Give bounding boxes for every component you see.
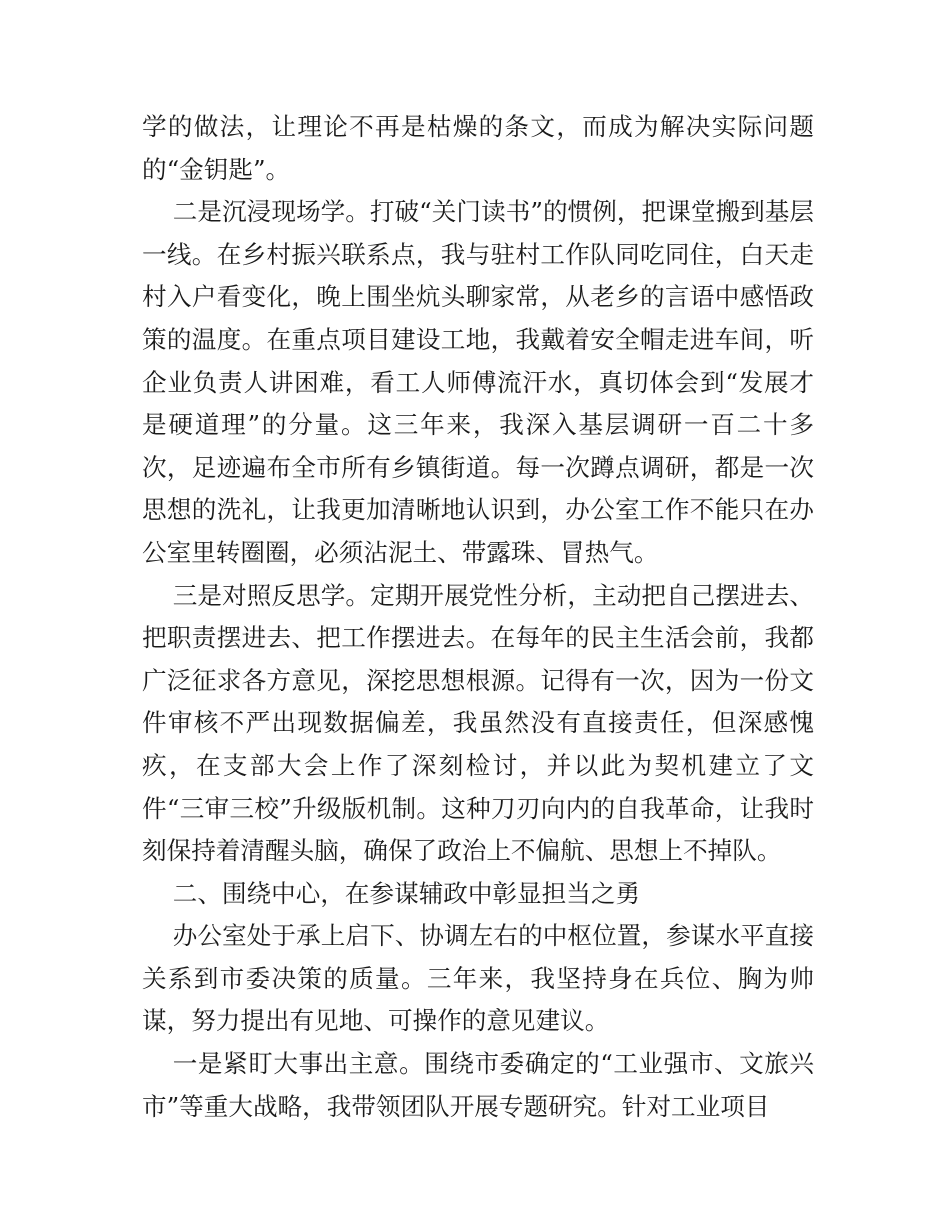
paragraph-continuation: 学的做法，让理论不再是枯燥的条文，而成为解决实际问题的“金钥匙”。 bbox=[142, 112, 814, 184]
paragraph-office-role: 办公室处于承上启下、协调左右的中枢位置，参谋水平直接关系到市委决策的质量。三年来，我坚持身在兵位、胸为帅谋，努力提出有见地、可操作的意见建议。 bbox=[142, 921, 814, 1036]
paragraph-major-issues: 一是紧盯大事出主意。围绕市委确定的“工业强市、文旅兴市”等重大战略，我带领团队开展专题研究。针对工业项目 bbox=[142, 1049, 814, 1121]
document-body bbox=[142, 106, 814, 1128]
paragraph-immersive-study: 二是沉浸现场学。打破“关门读书”的惯例，把课堂搬到基层一线。在乡村振兴联系点，我与驻村工作队同吃同住，白天走村入户看变化，晚上围坐炕头聊家常，从老乡的言语中感悟政策的温度。在重点项目建设工地，我戴着安全帽走进车间，听企业负责人讲困难，看工人师傅流汗水，真切体会到“发展才是硬道理”的分量。这三年来，我深入基层调研一百二十多次，足迹遍布全市所有乡镇街道。每一次蹲点调研，都是一次思想的洗礼，让我更加清晰地认识到，办公室工作不能只在办公室里转圈圈，必须沾泥土、带露珠、冒热气。 bbox=[142, 197, 814, 567]
section-heading: 二、围绕中心，在参谋辅政中彰显担当之勇 bbox=[172, 878, 641, 908]
paragraph-reflective-study: 三是对照反思学。定期开展党性分析，主动把自己摆进去、把职责摆进去、把工作摆进去。在每年的民主生活会前，我都广泛征求各方意见，深挖思想根源。记得有一次，因为一份文件审核不严出现数据偏差，我虽然没有直接责任，但深感愧疚，在支部大会上作了深刻检讨，并以此为契机建立了文件“三审三校”升级版机制。这种刀刃向内的自我革命，让我时刻保持着清醒头脑，确保了政治上不偏航、思想上不掉队。 bbox=[142, 580, 814, 866]
